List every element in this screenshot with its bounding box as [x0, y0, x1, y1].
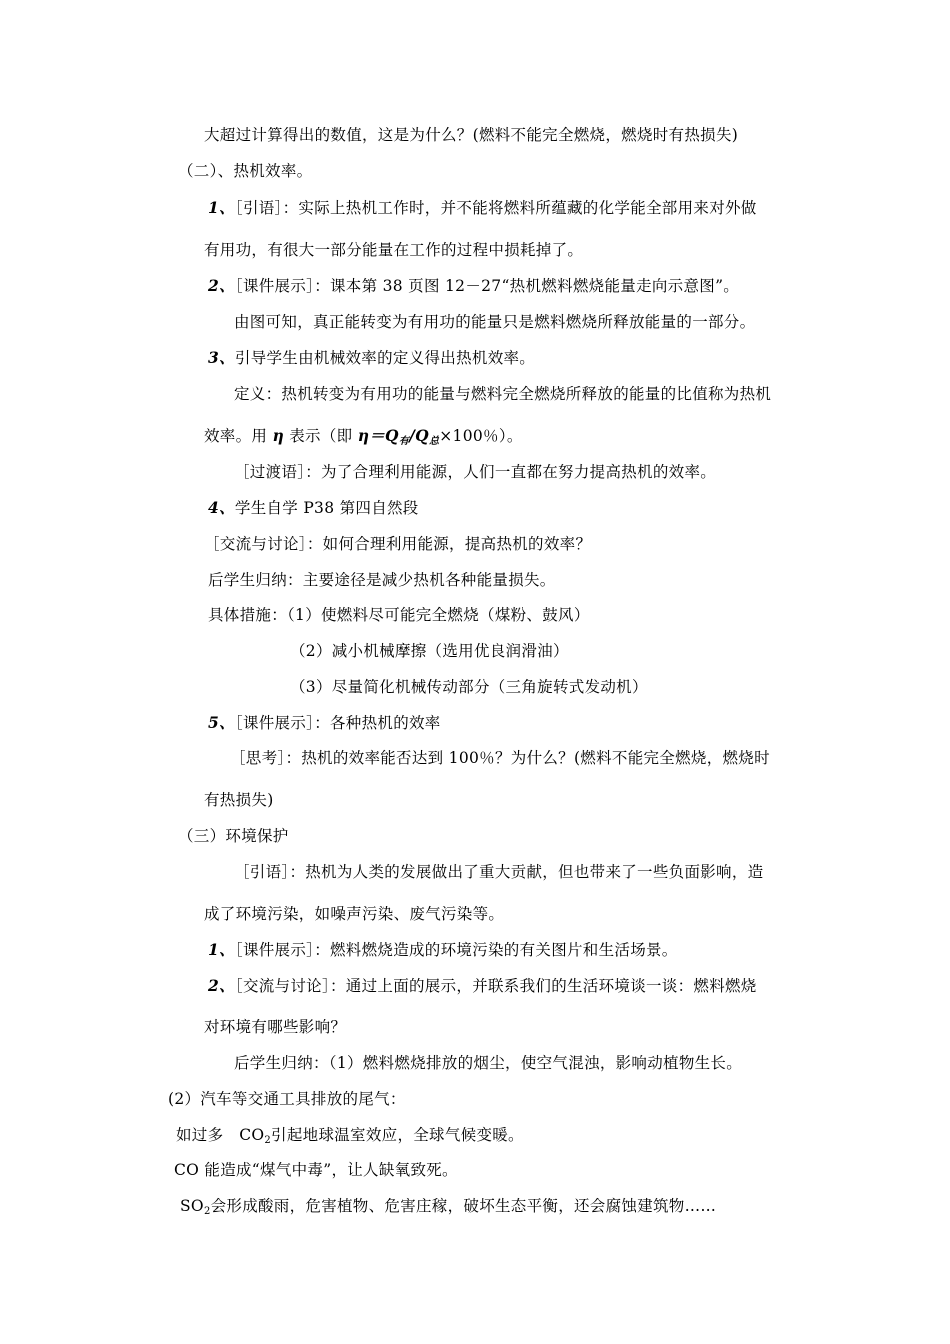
text-line: （3）尽量简化机械传动部分（三角旋转式发动机）: [290, 678, 648, 696]
formula-line: 效率。用 η 表示（即 η＝Q有/Q总×100％）。: [204, 426, 523, 447]
list-number: 5、: [208, 713, 235, 732]
eta-symbol: η: [272, 426, 285, 445]
text-line: 成了环境污染，如噪声污染、废气污染等。: [204, 905, 505, 923]
text-line: CO 能造成“煤气中毒”，让人缺氧致死。: [174, 1161, 458, 1179]
text-line: （2）减小机械摩擦（选用优良润滑油）: [290, 642, 569, 660]
text-line: 有热损失): [204, 791, 274, 809]
section-heading-environment: （三）环境保护: [178, 827, 289, 845]
text-line: 1、［课件展示］：燃料燃烧造成的环境污染的有关图片和生活场景。: [208, 940, 678, 959]
text-line: (2）汽车等交通工具排放的尾气：: [168, 1090, 406, 1108]
text-line: 大超过计算得出的数值，这是为什么？(燃料不能完全燃烧，燃烧时有热损失): [204, 126, 739, 144]
efficiency-formula: η＝Q有/Q总: [357, 426, 440, 447]
text-line: 由图可知，真正能转变为有用功的能量只是燃料燃烧所释放能量的一部分。: [234, 313, 756, 331]
text-line: 4、学生自学 P38 第四自然段: [208, 498, 419, 517]
text-line: 如过多 $CO_2$引起地球温室效应，全球气候变暖。: [176, 1126, 524, 1146]
section-heading-efficiency: （二）、热机效率。: [178, 162, 313, 180]
definition-line: 定义：热机转变为有用功的能量与燃料完全燃烧所释放的能量的比值称为热机: [234, 385, 772, 403]
text-line: ［过渡语］：为了合理利用能源，人们一直都在努力提高热机的效率。: [234, 463, 717, 481]
text-line: 2、［交流与讨论］：通过上面的展示，并联系我们的生活环境谈一谈：燃料燃烧: [208, 976, 757, 995]
list-number: 2、: [208, 976, 235, 995]
text-line: 3、引导学生由机械效率的定义得出热机效率。: [208, 348, 536, 367]
text-line: 后学生归纳：主要途径是减少热机各种能量损失。: [208, 571, 556, 589]
text-line: ［思考］：热机的效率能否达到 100％？为什么？(燃料不能完全燃烧，燃烧时: [230, 749, 770, 767]
text-line: 2、［课件展示］：课本第 38 页图 12－27“热机燃料燃烧能量走向示意图”。: [208, 276, 740, 295]
list-number: 1、: [208, 940, 235, 959]
list-number: 2、: [208, 276, 235, 295]
text-line: $SO_2$会形成酸雨，危害植物、危害庄稼，破坏生态平衡，还会腐蚀建筑物……: [180, 1197, 717, 1217]
text-line: 5、［课件展示］：各种热机的效率: [208, 713, 441, 732]
text-line: 具体措施：（1）使燃料尽可能完全燃烧（煤粉、鼓风）: [208, 606, 590, 624]
list-number: 1、: [208, 198, 235, 217]
text-line: 后学生归纳：（1）燃料燃烧排放的烟尘，使空气混浊，影响动植物生长。: [234, 1054, 743, 1072]
list-number: 4、: [208, 498, 235, 517]
text-line: 有用功，有很大一部分能量在工作的过程中损耗掉了。: [204, 241, 584, 259]
text-line: 1、［引语］：实际上热机工作时，并不能将燃料所蕴藏的化学能全部用来对外做: [208, 198, 757, 217]
text-line: 对环境有哪些影响？: [204, 1018, 347, 1036]
text-line: ［交流与讨论］：如何合理利用能源，提高热机的效率？: [204, 535, 592, 553]
text-line: ［引语］：热机为人类的发展做出了重大贡献，但也带来了一些负面影响，造: [234, 863, 764, 881]
list-number: 3、: [208, 348, 235, 367]
